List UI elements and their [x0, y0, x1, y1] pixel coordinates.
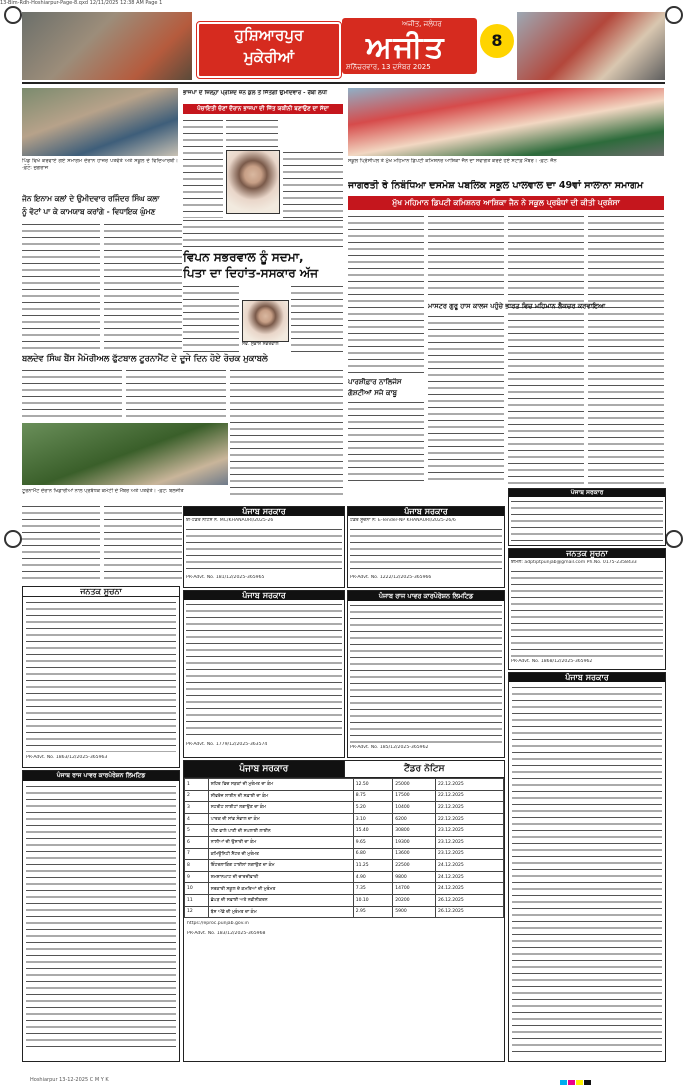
table-row — [185, 779, 504, 791]
pspcl-ad — [347, 590, 505, 758]
table-cell-amount: 7.35 — [353, 883, 393, 895]
table-cell-work: ਸਟਰੀਟ ਲਾਈਟਾਂ ਲਗਾਉਣ ਦਾ ਕੰਮ — [208, 802, 353, 814]
pr-advt-number: PR-Advt. No. 1779/12/2025-363574 — [186, 742, 268, 747]
table-cell-amount: 3.10 — [353, 813, 393, 825]
govt-ad-box — [508, 488, 666, 546]
lecture-headline: ਮਾਸਟਰ ਗੁਰੂ ਹਾਸ ਕਾਲਜ ਪਹੁੰਚੇ ਭਾਰਤ ਵਿਚ ਮਹਿਮਾਨ ਲੈਕਚਰ ਕਰਵਾਇਆ — [428, 302, 606, 310]
tender-ref: ਟੈਂਡਰ ਸੂਚਨਾ ਨੰ: E-Tender-NP KHANAURI/2025-26/6 — [350, 518, 456, 523]
photo-caption: ਟੂਰਨਾਮੈਂਟ ਦੌਰਾਨ ਖਿਡਾਰੀਆਂ ਨਾਲ ਪ੍ਰਬੰਧਕ ਕਮੇਟੀ ਦੇ ਮੈਂਬਰ ਅਤੇ ਪਤਵੰਤੇ। -ਫ਼ੋਟੋ: ਬਲਜੀਤ — [22, 488, 184, 494]
table-cell-emd: 17500 — [393, 790, 436, 802]
edition-name-secondary: ਮੁਕੇਰੀਆਂ — [243, 48, 295, 66]
table-cell-work: ਸੀਵਰੇਜ ਲਾਈਨ ਦੀ ਸਫ਼ਾਈ ਦਾ ਕੰਮ — [208, 790, 353, 802]
article-body — [104, 222, 182, 350]
article-body — [226, 118, 278, 148]
article-body — [104, 504, 182, 580]
obituary-portrait — [242, 300, 289, 342]
table-cell-sr: 8 — [185, 860, 209, 872]
table-row — [185, 802, 504, 814]
table-cell-date: 23.12.2025 — [435, 825, 503, 837]
table-cell-date: 24.12.2025 — [435, 883, 503, 895]
ad-header: ਪੰਜਾਬ ਰਾਜ ਪਾਵਰ ਕਾਰਪੋਰੇਸ਼ਨ ਲਿਮਟਿਡ — [348, 591, 504, 601]
ad-header: ਜਨਤਕ ਸੂਚਨਾ — [23, 587, 179, 597]
table-cell-emd: 30800 — [393, 825, 436, 837]
table-cell-amount: 6.80 — [353, 848, 393, 860]
pr-advt-number: PR-Advt. No. 181/12/2025-365965 — [186, 574, 265, 580]
ad-header-tender: ਟੈਂਡਰ ਨੋਟਿਸ — [344, 761, 505, 777]
notice-ad-box — [508, 548, 666, 670]
table-cell-emd: 14700 — [393, 883, 436, 895]
table-row — [185, 883, 504, 895]
table-row — [185, 848, 504, 860]
ad-body — [350, 527, 502, 573]
table-cell-emd: 5900 — [393, 906, 436, 918]
tender-ad-box — [183, 506, 345, 588]
ad-header: ਪੰਜਾਬ ਸਰਕਾਰ — [509, 673, 665, 682]
portrait-photo — [226, 150, 280, 214]
table-cell-work: ਨਾਲੀਆਂ ਦੀ ਉਸਾਰੀ ਦਾ ਕੰਮ — [208, 836, 353, 848]
table-cell-emd: 20200 — [393, 894, 436, 906]
website-link[interactable]: https://eproc.punjab.gov.in — [187, 921, 249, 927]
article-body — [428, 214, 504, 300]
long-notice-ad — [508, 672, 666, 1062]
black-swatch — [584, 1080, 591, 1085]
issue-date: ਸ਼ਨਿੱਚਰਵਾਰ, 13 ਦਸੰਬਰ 2025 — [346, 63, 431, 71]
paper-subtitle: ਅਜੀਤ, ਜਲੰਧਰ — [402, 20, 442, 28]
table-cell-amount: 10.10 — [353, 894, 393, 906]
table-cell-amount: 8.75 — [353, 790, 393, 802]
pr-advt-number: PR-Advt. No. 1868/12/2025-365962 — [511, 658, 593, 664]
edition-brand — [197, 22, 341, 78]
ad-header: ਪੰਜਾਬ ਸਰਕਾਰ — [184, 507, 344, 516]
tender-table — [184, 778, 504, 918]
obituary-headline-2: ਪਿਤਾ ਦਾ ਦਿਹਾਂਤ-ਸਸਕਾਰ ਅੱਜ — [183, 266, 319, 280]
table-cell-work: ਇੰਟਰਲਾਕਿੰਗ ਟਾਈਲਾਂ ਲਗਾਉਣ ਦਾ ਕੰਮ — [208, 860, 353, 872]
table-cell-date: 23.12.2025 — [435, 848, 503, 860]
table-cell-emd: 9800 — [393, 871, 436, 883]
ad-body — [511, 499, 663, 541]
article-body — [183, 218, 343, 248]
table-cell-work: ਪਾਰਕ ਦੀ ਸਾਂਭ ਸੰਭਾਲ ਦਾ ਕੰਮ — [208, 813, 353, 825]
table-cell-work: ਛੱਪੜ ਦੀ ਸਫ਼ਾਈ ਅਤੇ ਨਵੀਨੀਕਰਨ — [208, 894, 353, 906]
article-body — [126, 368, 226, 420]
table-cell-amount: 9.65 — [353, 836, 393, 848]
headline-zone-candidate: ਜੋਨ ਇਨਾਮ ਕਲਾਂ ਦੇ ਉਮੀਦਵਾਰ ਰਜਿੰਦਰ ਸਿੰਘ ਕਲਾ — [22, 194, 160, 203]
table-cell-emd: 13600 — [393, 848, 436, 860]
table-cell-date: 24.12.2025 — [435, 871, 503, 883]
print-slug: 13-Bim-Rdh-Hoshiarpur-Page-8.qxd 12/11/2025 12:38 AM Page 1 — [0, 0, 163, 6]
table-cell-sr: 2 — [185, 790, 209, 802]
table-cell-date: 22.12.2025 — [435, 802, 503, 814]
article-body — [348, 400, 424, 484]
table-cell-sr: 1 — [185, 779, 209, 791]
pr-advt-number: PR-Advt. No. 185/12/2025-365962 — [350, 745, 429, 750]
article-body — [291, 284, 343, 354]
small-headline: ਪਾਰਸ਼ੀਫ਼ਾਰ ਨਾਲਿਜੰਸ — [348, 378, 402, 386]
article-body — [22, 504, 100, 580]
table-row — [185, 836, 504, 848]
print-footer — [0, 1077, 687, 1089]
notice-ad-box — [22, 586, 180, 768]
article-body — [428, 314, 504, 484]
pr-advt-number: PR-Advt. No. 183/12/2025-365968 — [187, 930, 266, 936]
table-cell-amount: 11.25 — [353, 860, 393, 872]
tender-ad-box — [347, 506, 505, 588]
article-body — [508, 214, 584, 484]
registration-mark-icon — [665, 6, 683, 24]
table-cell-sr: 10 — [185, 883, 209, 895]
table-cell-date: 24.12.2025 — [435, 860, 503, 872]
kicker-headline: ਭਾਜਪਾ ਦੇ ਜ਼ਿਲ੍ਹਾ ਪ੍ਰੀਸ਼ਦ ਜ਼ੋਨ ਕੁਲ ਤੋਂ ਜਿੱਤੇਗੀ ਉਮੀਦਵਾਰ - ਰੈਬੀ ਲੋਧੀ — [183, 90, 328, 96]
headline-zone-candidate-2: ਨੂੰ ਵੋਟਾਂ ਪਾ ਕੇ ਕਾਮਯਾਬ ਕਰਾਂਗੇ - ਵਿਧਾਇਕ ਘੁੰਮਣ — [22, 207, 156, 216]
ad-body — [186, 527, 342, 573]
news-photo-rally — [22, 88, 178, 156]
masthead — [22, 12, 665, 84]
table-cell-date: 26.12.2025 — [435, 906, 503, 918]
table-cell-emd: 22500 — [393, 860, 436, 872]
table-cell-sr: 4 — [185, 813, 209, 825]
article-body — [230, 368, 343, 498]
article-body — [183, 284, 239, 354]
table-cell-amount: 2.95 — [353, 906, 393, 918]
tender-ref: ਈ-ਟੈਂਡਰ ਨੋਟਿਸ ਨੰ. MC/KHANAURI/2025-26 — [186, 518, 274, 523]
school-function-photo — [348, 88, 664, 156]
table-row — [185, 860, 504, 872]
red-strap-headline: ਪੰਚਾਇਤੀ ਚੋਣਾਂ ਦੌਰਾਨ ਭਾਜਪਾ ਦੀ ਜਿੱਤ ਯਕੀਨੀ ਬਣਾਉਣ ਦਾ ਸੱਦਾ — [183, 104, 343, 114]
football-team-photo — [22, 423, 228, 485]
masthead-photo-left — [22, 12, 192, 80]
pr-advt-number: PR-Advt. No. 1222/12/2025-365966 — [350, 574, 432, 580]
ad-body — [26, 784, 176, 1052]
table-row — [185, 813, 504, 825]
registration-mark-icon — [4, 530, 22, 548]
edition-name: ਹੁਸ਼ਿਆਰਪੁਰ — [234, 26, 304, 44]
table-row — [185, 871, 504, 883]
ad-body — [26, 600, 176, 752]
page-number: 8 — [480, 24, 514, 58]
table-cell-sr: 3 — [185, 802, 209, 814]
ad-body — [511, 569, 663, 657]
table-cell-sr: 11 — [185, 894, 209, 906]
table-cell-sr: 6 — [185, 836, 209, 848]
table-cell-date: 22.12.2025 — [435, 790, 503, 802]
pspcl-ad-left — [22, 770, 180, 1062]
table-cell-work: ਸ਼ਹਿਰ ਵਿਚ ਸੜਕਾਂ ਦੀ ਮੁਰੰਮਤ ਦਾ ਕੰਮ — [208, 779, 353, 791]
table-cell-sr: 7 — [185, 848, 209, 860]
footer-slug: Hoshiarpur 13-12-2025 C M Y K — [30, 1077, 109, 1083]
school-headline: ਜਾਗਰਤੀ ਰੇ ਨਿਬੰਧਿਆ ਦਸਮੇਸ਼ ਪਬਲਿਕ ਸਕੂਲ ਪਾਲਵਾਲ ਦਾ 49ਵਾਂ ਸਾਲਾਨਾ ਸਮਾਗਮ — [348, 180, 644, 191]
article-body — [588, 214, 664, 484]
ad-header: ਪੰਜਾਬ ਸਰਕਾਰ — [184, 591, 344, 600]
ad-header: ਪੰਜਾਬ ਸਰਕਾਰ — [509, 489, 665, 497]
table-cell-amount: 5.20 — [353, 802, 393, 814]
table-cell-sr: 5 — [185, 825, 209, 837]
table-cell-work: ਬੱਸ ਅੱਡੇ ਦੀ ਮੁਰੰਮਤ ਦਾ ਕੰਮ — [208, 906, 353, 918]
registration-mark-icon — [4, 6, 22, 24]
table-cell-date: 22.12.2025 — [435, 813, 503, 825]
newspaper-logo — [342, 18, 477, 74]
tender-table-ad — [183, 590, 345, 758]
ad-header: ਪੰਜਾਬ ਸਰਕਾਰ — [184, 761, 344, 777]
table-cell-work: ਪੀਣ ਵਾਲੇ ਪਾਣੀ ਦੀ ਸਪਲਾਈ ਲਾਈਨ — [208, 825, 353, 837]
table-cell-date: 23.12.2025 — [435, 836, 503, 848]
paper-name: ਅਜੀਤ — [366, 30, 446, 65]
article-body — [22, 222, 100, 350]
table-cell-emd: 6200 — [393, 813, 436, 825]
table-cell-amount: 12.50 — [353, 779, 393, 791]
table-row — [185, 894, 504, 906]
tender-notice-table — [183, 760, 505, 1062]
small-headline-2: ਗੋਸ਼ਟੀਆਂ ਸਜੇ ਕਾਬੂ — [348, 389, 398, 397]
ad-body — [186, 602, 342, 740]
photo-caption: ਪਿੰਡ ਵਿਖੇ ਕਰਵਾਏ ਗਏ ਸਮਾਗਮ ਦੌਰਾਨ ਹਾਜ਼ਰ ਪਤਵੰਤੇ ਅਤੇ ਸਕੂਲ ਦੇ ਵਿਦਿਆਰਥੀ। -ਫ਼ੋਟੋ: ਜੁਗਰਾਜ — [22, 158, 178, 171]
article-body — [22, 368, 122, 420]
table-cell-sr: 9 — [185, 871, 209, 883]
red-strap-headline: ਮੁੱਖ ਮਹਿਮਾਨ ਡਿਪਟੀ ਕਮਿਸ਼ਨਰ ਆਸ਼ਿਕਾ ਜੈਨ ਨੇ ਸਕੂਲ ਪ੍ਰਬੰਧਾਂ ਦੀ ਕੀਤੀ ਪ੍ਰਸ਼ੰਸਾ — [348, 196, 664, 210]
ad-body — [512, 685, 662, 1055]
table-cell-amount: 15.40 — [353, 825, 393, 837]
table-cell-work: ਸਰਕਾਰੀ ਸਕੂਲ ਦੇ ਕਮਰਿਆਂ ਦੀ ਮੁਰੰਮਤ — [208, 883, 353, 895]
table-row — [185, 790, 504, 802]
article-body — [348, 214, 424, 374]
magenta-swatch — [568, 1080, 575, 1085]
table-cell-amount: 4.90 — [353, 871, 393, 883]
table-cell-date: 22.12.2025 — [435, 779, 503, 791]
photo-caption: ਸਕੂਲ ਪ੍ਰਿੰਸੀਪਲ ਤੇ ਮੁੱਖ ਮਹਿਮਾਨ ਡਿਪਟੀ ਕਮਿਸ਼ਨਰ ਆਸ਼ਿਕਾ ਜੈਨ ਦਾ ਸਵਾਗਤ ਕਰਦੇ ਹੋਏ ਸਟਾਫ਼ ਮੈਂਬਰ। -ਫ਼ੋਟੋ: ਜੈਨ — [348, 158, 557, 164]
cyan-swatch — [560, 1080, 567, 1085]
table-row — [185, 825, 504, 837]
ad-header: ਪੰਜਾਬ ਰਾਜ ਪਾਵਰ ਕਾਰਪੋਰੇਸ਼ਨ ਲਿਮਟਿਡ — [23, 771, 179, 781]
obituary-portrait-caption: ਸਵ. ਸੁਭਾਸ਼ ਸਭਰਵਾਲ — [242, 342, 279, 347]
ad-body — [350, 603, 502, 743]
table-cell-work: ਸ਼ਮਸ਼ਾਨਘਾਟ ਦੀ ਚਾਰਦੀਵਾਰੀ — [208, 871, 353, 883]
registration-mark-icon — [665, 530, 683, 548]
table-cell-emd: 25000 — [393, 779, 436, 791]
contact-line: ਈਮੇਲ: adptiptpunjab@gmail.com Ph.No. 0175-2358433 — [511, 560, 637, 565]
yellow-swatch — [576, 1080, 583, 1085]
table-cell-emd: 19300 — [393, 836, 436, 848]
table-cell-date: 26.12.2025 — [435, 894, 503, 906]
masthead-photo-right — [517, 12, 665, 80]
pr-advt-number: PR-Advt. No. 1863/12/2025-365963 — [26, 755, 108, 760]
ad-header: ਜਨਤਕ ਸੂਚਨਾ — [509, 549, 665, 558]
table-cell-sr: 12 — [185, 906, 209, 918]
obituary-headline: ਵਿਪਨ ਸਭਰਵਾਲ ਨੂੰ ਸਦਮਾ, — [183, 250, 304, 264]
table-cell-work: ਕਮਿਊਨਿਟੀ ਸੈਂਟਰ ਦੀ ਮੁਰੰਮਤ — [208, 848, 353, 860]
table-cell-emd: 10400 — [393, 802, 436, 814]
table-row — [185, 906, 504, 918]
football-headline: ਬਲਦੇਵ ਸਿੰਘ ਬੈਂਸ ਮੈਮੋਰੀਅਲ ਫੁੱਟਬਾਲ ਟੂਰਨਾਮੈਂਟ ਦੇ ਦੂਜੇ ਦਿਨ ਹੋਏ ਰੋਚਕ ਮੁਕਾਬਲੇ — [22, 353, 268, 363]
ad-header: ਪੰਜਾਬ ਸਰਕਾਰ — [348, 507, 504, 516]
